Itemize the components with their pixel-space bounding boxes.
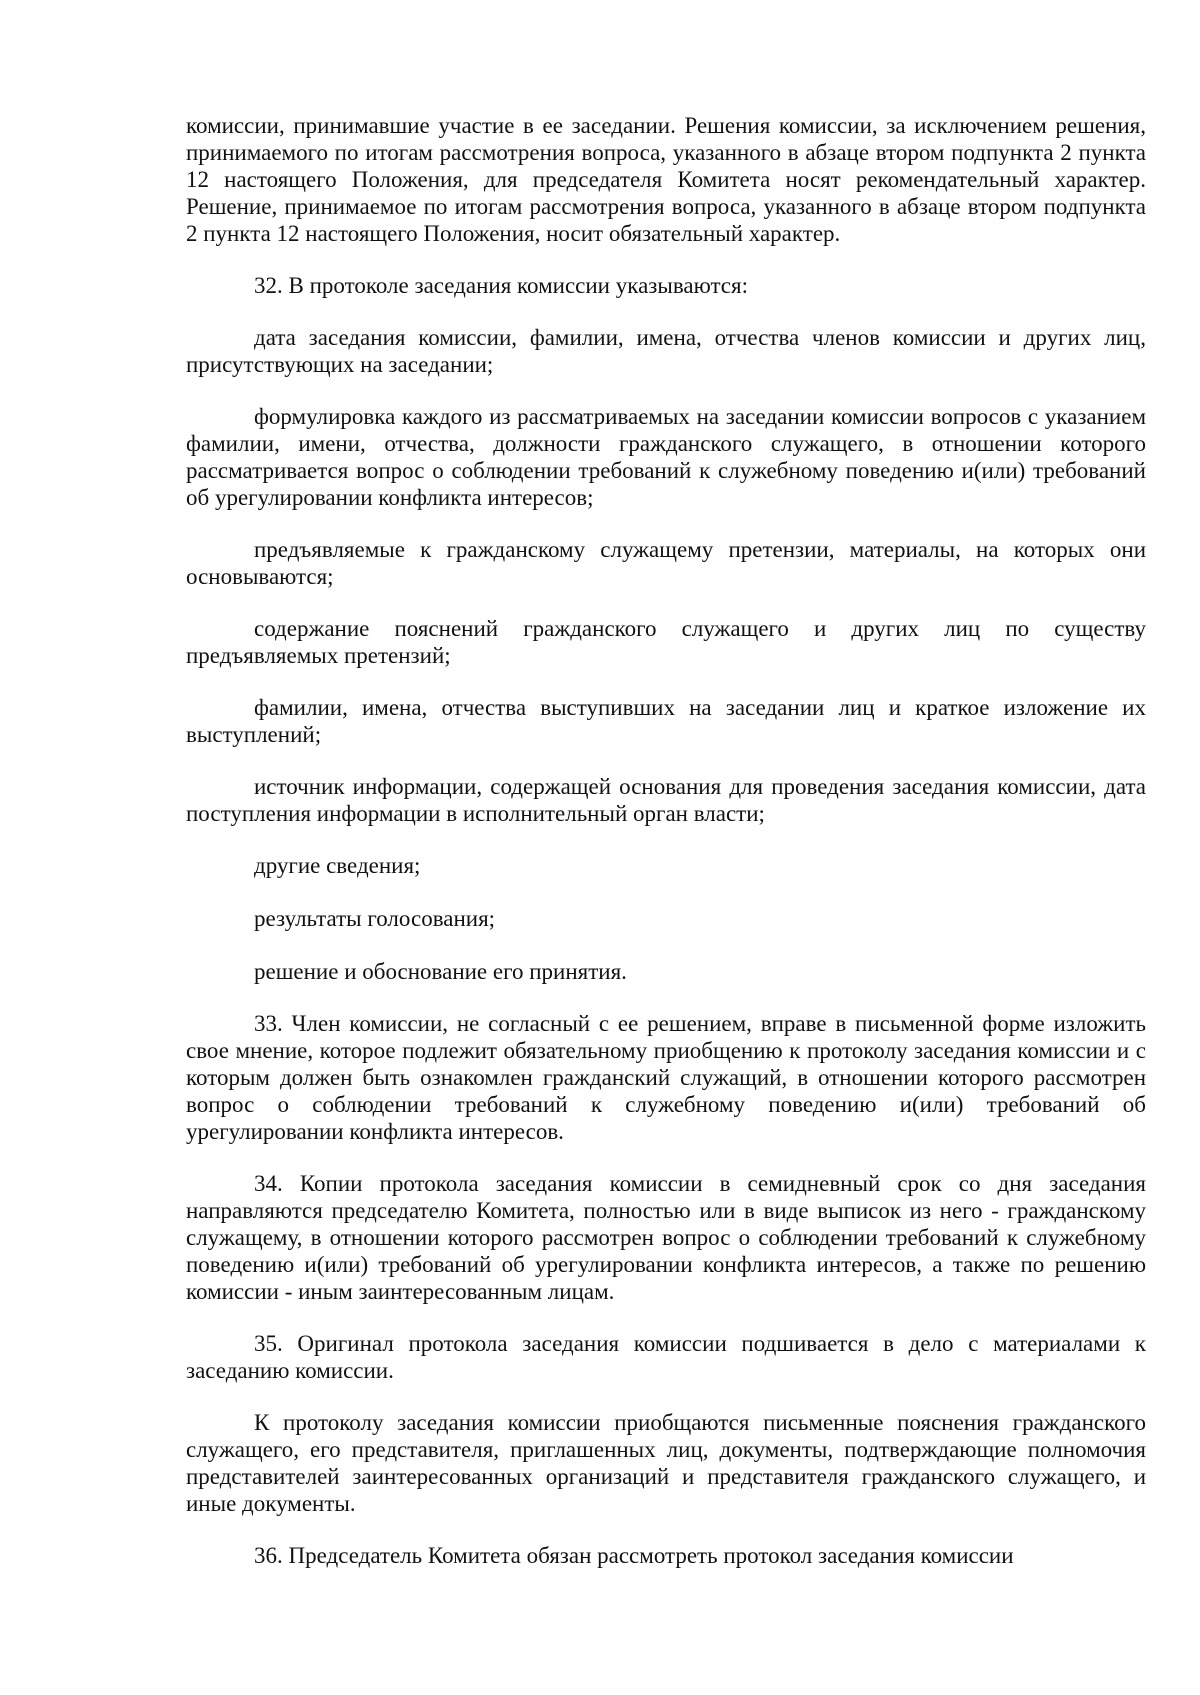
document-page <box>186 112 1146 1594</box>
paragraph-protocol-speakers: фамилии, имена, отчества выступивших на заседании лиц и краткое изложение их выступлений; <box>186 695 1146 747</box>
paragraph-item-35-attachments: К протоколу заседания комиссии приобщаются письменные пояснения гражданского служащего, его представителя, приглашенных лиц, документы, подтверждающие полномочия представителей заинтересованных организаций и представителя гражданского служащего, и иные документы. <box>186 1410 1146 1516</box>
paragraph-item-36: 36. Председатель Комитета обязан рассмотреть протокол заседания комиссии <box>254 1543 1014 1568</box>
paragraph-item-33: 33. Член комиссии, не согласный с ее решением, вправе в письменной форме изложить свое мнение, которое подлежит обязательному приобщению к протоколу заседания комиссии и с которым должен быть ознакомлен гражданский служащий, в отношении которого рассмотрен вопрос о соблюдении требований к служебному поведению и(или) требований об урегулировании конфликта интересов. <box>186 1011 1146 1144</box>
paragraph-item-35: 35. Оригинал протокола заседания комиссии подшивается в дело с материалами к заседанию комиссии. <box>186 1331 1146 1383</box>
paragraph-protocol-explanations: содержание пояснений гражданского служащего и других лиц по существу предъявляемых претензий; <box>186 616 1146 668</box>
paragraph-protocol-date: дата заседания комиссии, фамилии, имена, отчества членов комиссии и других лиц, присутствующих на заседании; <box>186 325 1146 377</box>
paragraph-protocol-votes: результаты голосования; <box>254 906 496 931</box>
paragraph-item-34: 34. Копии протокола заседания комиссии в семидневный срок со дня заседания направляются председателю Комитета, полностью или в виде выписок из него - гражданскому служащему, в отношении которого рассмотрен вопрос о соблюдении требований к служебному поведению и(или) требований об урегулировании конфликта интересов, а также по решению комиссии - иным заинтересованным лицам. <box>186 1171 1146 1304</box>
paragraph-protocol-decision: решение и обоснование его принятия. <box>254 959 627 984</box>
paragraph-protocol-source: источник информации, содержащей основания для проведения заседания комиссии, дата поступления информации в исполнительный орган власти; <box>186 774 1146 826</box>
paragraph-protocol-questions: формулировка каждого из рассматриваемых на заседании комиссии вопросов с указанием фамилии, имени, отчества, должности гражданского служащего, в отношении которого рассматривается вопрос о соблюдении требований к служебному поведению и(или) требований об урегулировании конфликта интересов; <box>186 404 1146 510</box>
paragraph-item-32: 32. В протоколе заседания комиссии указываются: <box>254 273 748 298</box>
paragraph-protocol-claims: предъявляемые к гражданскому служащему претензии, материалы, на которых они основываются; <box>186 537 1146 589</box>
paragraph-continuation: комиссии, принимавшие участие в ее заседании. Решения комиссии, за исключением решения, принимаемого по итогам рассмотрения вопроса, указанного в абзаце втором подпункта 2 пункта 12 настоящего Положения, для председателя Комитета носят рекомендательный характер. Решение, принимаемое по итогам рассмотрения вопроса, указанного в абзаце втором подпункта 2 пункта 12 настоящего Положения, носит обязательный характер. <box>186 113 1146 246</box>
paragraph-protocol-other: другие сведения; <box>254 853 421 878</box>
